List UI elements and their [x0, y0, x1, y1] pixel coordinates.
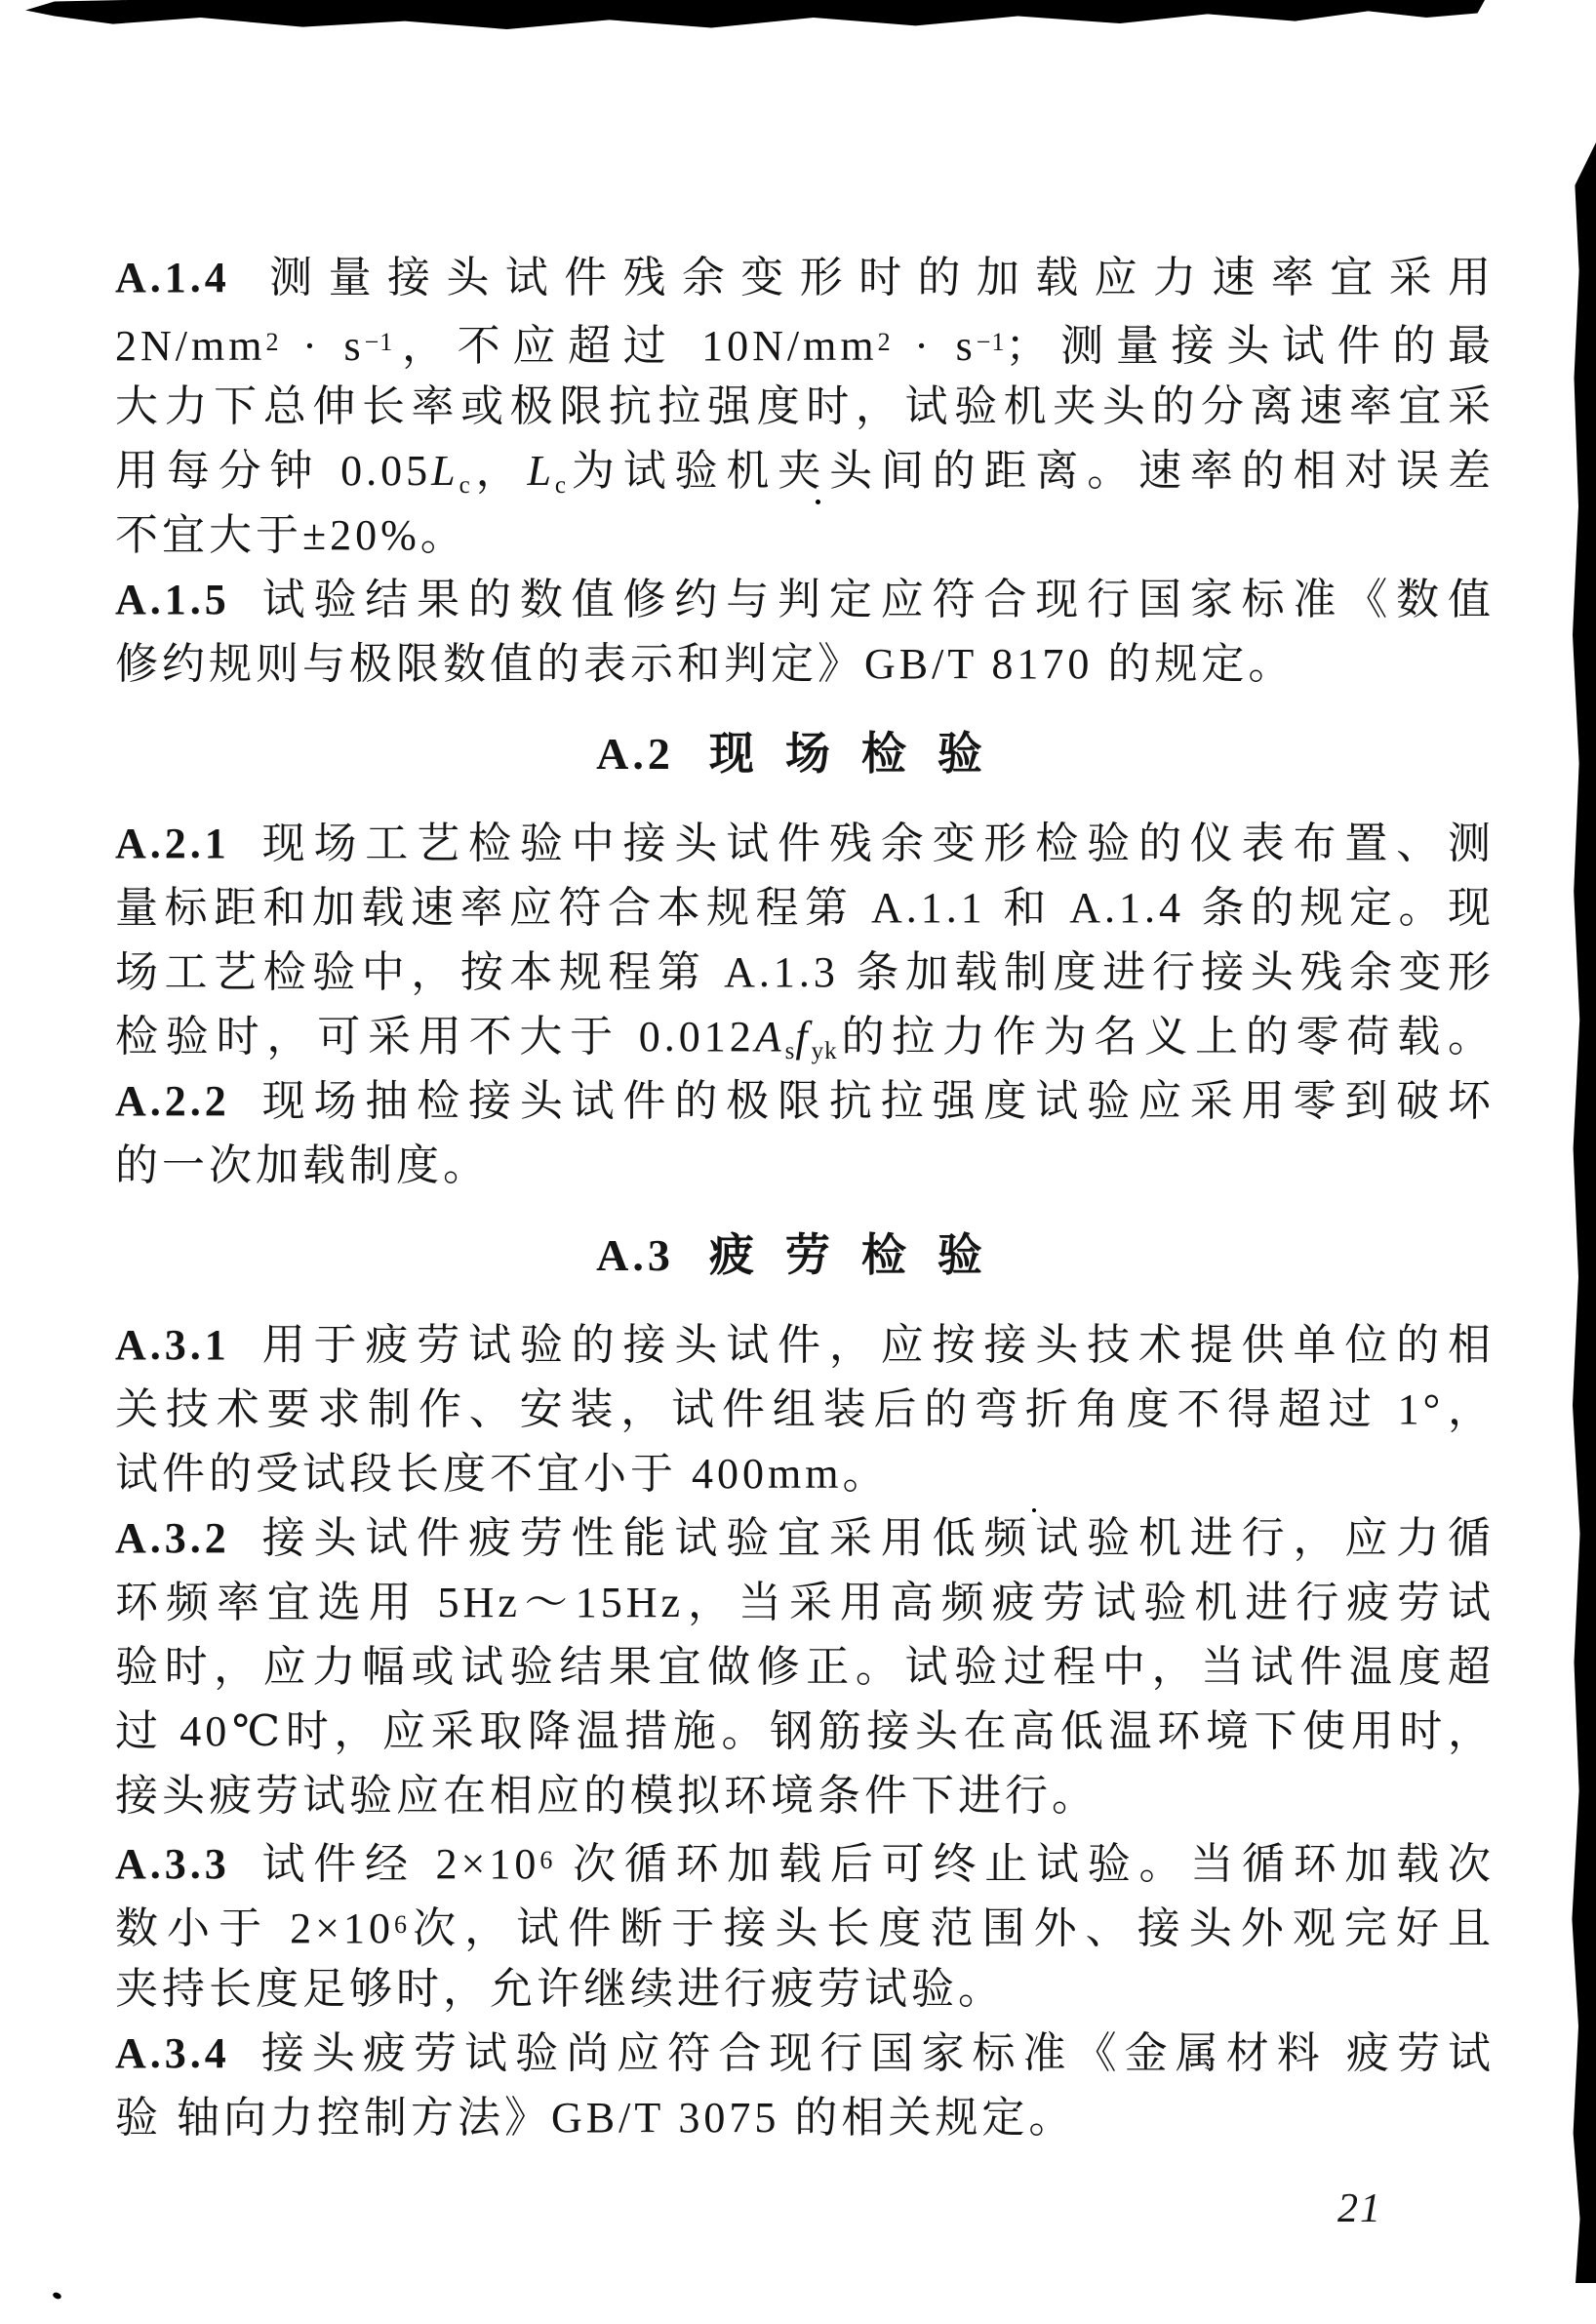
- heading-number: A.3: [596, 1230, 674, 1280]
- text-line: 大力下总伸长率或极限抗拉强度时，试验机夹头的分离速率宜采: [115, 382, 1495, 430]
- section-heading-A-3: [115, 1225, 1495, 1286]
- text-line: 检验时，可采用不大于 0.012Asfyk的拉力作为名义上的零荷载。: [115, 1013, 1496, 1064]
- text-line: 夹持长度足够时，允许继续进行疲劳试验。: [115, 1965, 1005, 2013]
- text-line: 验 轴向力控制方法》GB/T 3075 的相关规定。: [115, 2094, 1076, 2142]
- text-line: 关技术要求制作、安装，试件组装后的弯折角度不得超过 1°，: [115, 1385, 1495, 1433]
- text-line: $2N/mm^2 \cdot s^{-1}$，不应超过 $10N/mm^2 \cdot s^{-1}$；测量接头试件的最: [115, 322, 1496, 370]
- text-line: 接头疲劳试验应在相应的模拟环境条件下进行。: [115, 1772, 1098, 1820]
- text-line: 不宜大于±20%。: [115, 511, 467, 559]
- section-heading-A-2: [115, 724, 1495, 784]
- text-line: A.3.1 用于疲劳试验的接头试件，应按接头技术提供单位的相: [115, 1321, 1495, 1369]
- text-line: A.2.2 现场抽检接头试件的极限抗拉强度试验应采用零到破坏: [115, 1077, 1495, 1125]
- text-line: A.1.5 试验结果的数值修约与判定应符合现行国家标准《数值: [115, 576, 1495, 623]
- text-line: 试件的受试段长度不宜小于 400mm。: [115, 1450, 890, 1498]
- heading-title: 疲劳检验: [708, 1230, 1014, 1280]
- text-line: 验时，应力幅或试验结果宜做修正。试验过程中，当试件温度超: [115, 1643, 1495, 1691]
- text-line: 量标距和加载速率应符合本规程第 A.1.1 和 A.1.4 条的规定。现: [115, 884, 1495, 932]
- text-line: 的一次加载制度。: [115, 1142, 490, 1189]
- page-number: 21: [1337, 2186, 1382, 2231]
- scan-artifact-top: [25, 0, 1485, 29]
- text-line: 过 40℃时，应采取降温措施。钢筋接头在高低温环境下使用时，: [115, 1707, 1495, 1755]
- text-line: A.1.4 测量接头试件残余变形时的加载应力速率宜采用: [115, 254, 1495, 301]
- heading-title: 现场检验: [708, 729, 1014, 779]
- scan-artifact-right-edge: [1567, 142, 1596, 2283]
- heading-number: A.2: [596, 729, 674, 779]
- document-body: [115, 246, 1495, 2150]
- text-line: A.2.1 现场工艺检验中接头试件残余变形检验的仪表布置、测: [115, 820, 1495, 867]
- text-line: 场工艺检验中，按本规程第 A.1.3 条加载制度进行接头残余变形: [115, 948, 1495, 996]
- text-line: 修约规则与极限数值的表示和判定》GB/T 8170 的规定。: [115, 640, 1296, 688]
- text-line: 数小于 $2\times 10^6$次，试件断于接头长度范围外、接头外观完好且: [115, 1904, 1495, 1952]
- text-line: 用每分钟 0.05Lc，Lc为试验机夹头间的距离。速率的相对误差: [115, 447, 1496, 499]
- text-line: 环频率宜选用 5Hz～15Hz，当采用高频疲劳试验机进行疲劳试: [115, 1579, 1495, 1626]
- text-line: A.3.3 试件经 $2\times 10^6$ 次循环加载后可终止试验。当循环加载次: [115, 1840, 1495, 1888]
- text-line: A.3.4 接头疲劳试验尚应符合现行国家标准《金属材料 疲劳试: [115, 2029, 1495, 2077]
- text-line: A.3.2 接头试件疲劳性能试验宜采用低频试验机进行，应力循: [115, 1514, 1495, 1562]
- scan-speckle: [52, 2291, 62, 2300]
